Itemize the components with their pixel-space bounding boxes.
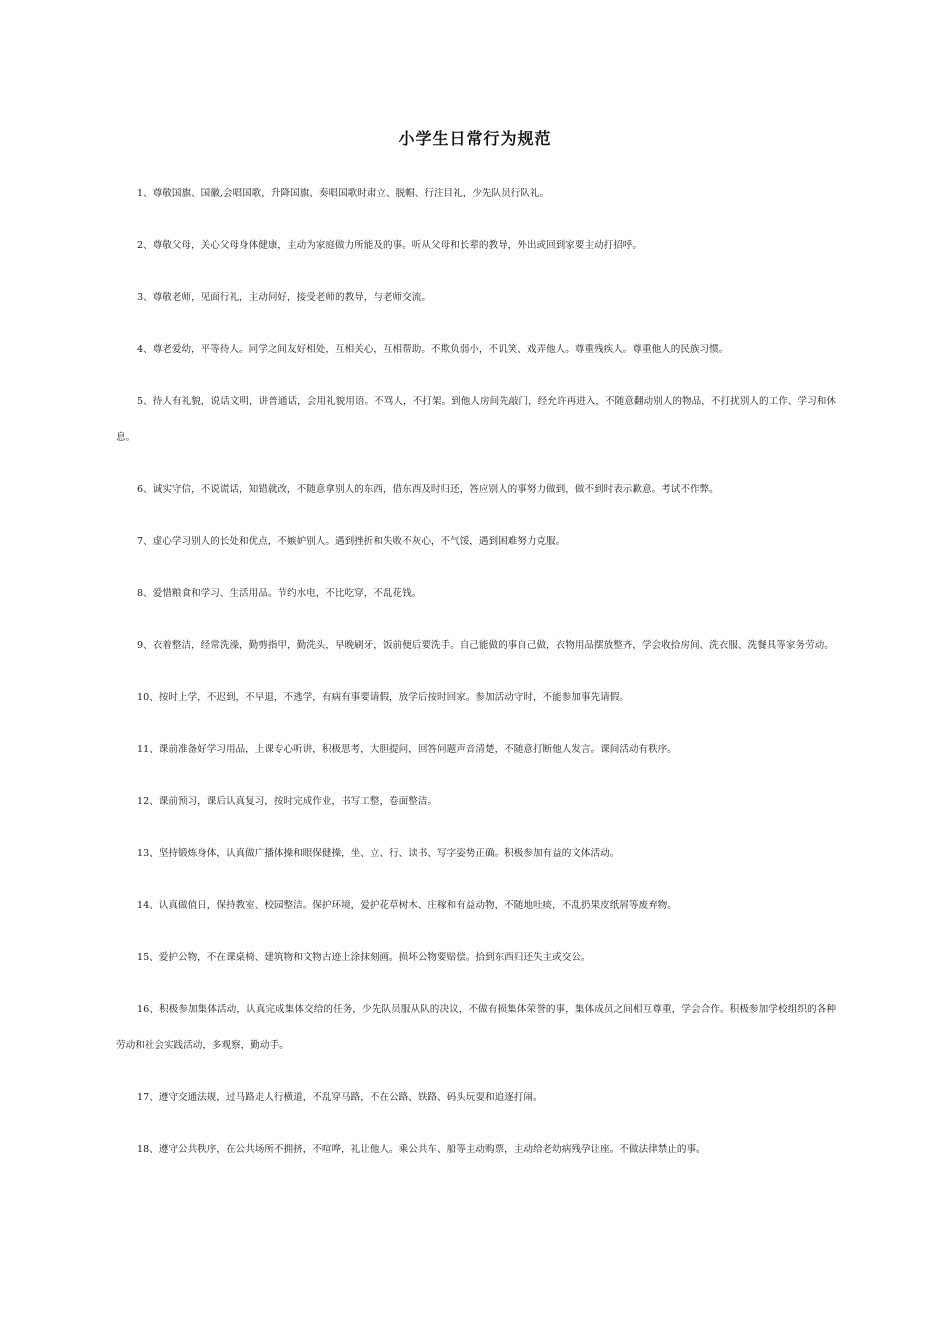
rule-item-17: 17、遵守交通法规，过马路走人行横道，不乱穿马路，不在公路、铁路、码头玩耍和追逐打闹。 bbox=[137, 1092, 543, 1103]
rule-item-13: 13、坚持锻炼身体，认真做广播体操和眼保健操，坐、立、行、读书、写字姿势正确。积极参加有益的文体活动。 bbox=[137, 848, 620, 859]
page-title: 小学生日常行为规范 bbox=[398, 129, 552, 148]
rule-item-11: 11、课前准备好学习用品，上课专心听讲，积极思考，大胆提问，回答问题声音清楚，不随意打断他人发言。课间活动有秩序。 bbox=[137, 744, 677, 755]
rule-item-8: 8、爱惜粮食和学习、生活用品。节约水电，不比吃穿，不乱花钱。 bbox=[137, 588, 422, 599]
rule-item-15: 15、爱护公物，不在课桌椅、建筑物和文物古迹上涂抹刻画。损坏公物要赔偿。拾到东西归还失主或交公。 bbox=[137, 952, 591, 963]
rule-item-16: 16、积极参加集体活动，认真完成集体交给的任务，少先队员服从队的决议，不做有损集体荣誉的事，集体成员之间相互尊重，学会合作。积极参加学校组织的各种劳动和社会实践活动，多观察，勤动手。 bbox=[116, 1004, 836, 1051]
rule-item-1: 1、尊敬国旗、国徽,会唱国歌，升降国旗、奏唱国歌时肃立、脱帽、行注目礼，少先队员行队礼。 bbox=[137, 188, 550, 199]
rule-item-6: 6、诚实守信，不说谎话，知错就改，不随意拿别人的东西，借东西及时归还，答应别人的事努力做到，做不到时表示歉意。考试不作弊。 bbox=[137, 484, 719, 495]
rule-item-2: 2、尊敬父母，关心父母身体健康，主动为家庭做力所能及的事。听从父母和长辈的教导，外出或回到家要主动打招呼。 bbox=[137, 240, 642, 251]
rule-item-10: 10、按时上学，不迟到，不早退，不逃学，有病有事要请假，放学后按时回家。参加活动守时，不能参加事先请假。 bbox=[137, 692, 629, 703]
rule-item-18: 18、遵守公共秩序，在公共场所不拥挤，不喧哗，礼让他人。乘公共车、船等主动购票，主动给老幼病残孕让座。不做法律禁止的事。 bbox=[137, 1144, 706, 1155]
rule-item-9: 9、衣着整洁，经常洗澡，勤剪指甲，勤洗头，早晚刷牙，饭前便后要洗手。自己能做的事自己做，衣物用品摆放整齐，学会收拾房间、洗衣服、洗餐具等家务劳动。 bbox=[137, 640, 834, 651]
rule-item-4: 4、尊老爱幼，平等待人。同学之间友好相处，互相关心，互相帮助。不欺负弱小，不讥笑、戏弄他人。尊重残疾人。尊重他人的民族习惯。 bbox=[137, 344, 729, 355]
rule-item-12: 12、课前预习，课后认真复习，按时完成作业，书写工整，卷面整洁。 bbox=[137, 796, 438, 807]
rule-item-3: 3、尊敬老师，见面行礼，主动问好，接受老师的教导，与老师交流。 bbox=[137, 292, 431, 303]
rule-list bbox=[116, 176, 836, 1184]
rule-item-7: 7、虚心学习别人的长处和优点，不嫉妒别人。遇到挫折和失败不灰心，不气馁，遇到困难努力克服。 bbox=[137, 536, 566, 547]
rule-item-5: 5、待人有礼貌，说话文明，讲普通话，会用礼貌用语。不骂人，不打架。到他人房间先敲门，经允许再进入，不随意翻动别人的物品，不打扰别人的工作、学习和休息。 bbox=[116, 396, 836, 443]
rule-item-14: 14、认真做值日，保持教室、校园整洁。保护环境，爱护花草树木、庄稼和有益动物，不随地吐痰，不乱扔果皮纸屑等废弃物。 bbox=[137, 900, 677, 911]
